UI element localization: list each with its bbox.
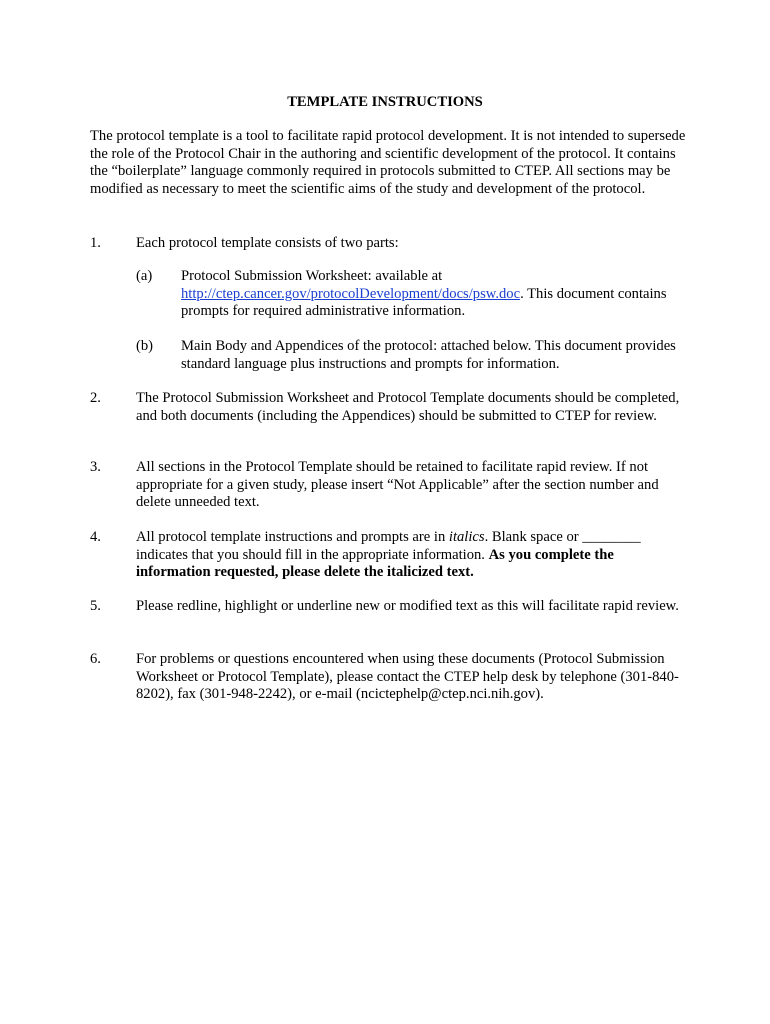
item-text: For problems or questions encountered when using these documents (Protocol Submission Worksheet or Protocol Template), please contact the CTEP help desk by telephone (301-840-8202), fax (301-948-2242), or e-mail (ncictephelp@ctep.nci.nih.gov).	[136, 651, 679, 702]
item-number: 2.	[90, 390, 101, 406]
item-text	[136, 529, 690, 582]
sub-item-letter: (b)	[136, 338, 154, 354]
sub-item-text	[181, 268, 696, 321]
item-text: All sections in the Protocol Template should be retained to facilitate rapid review. If not appropriate for a given study, please insert “Not Applicable” after the section number and delete unneeded text.	[136, 459, 659, 510]
sub-item-letter: (a)	[136, 268, 153, 284]
sub-item-text: Main Body and Appendices of the protocol: attached below. This document provides standard language plus instructions and prompts for information.	[181, 338, 676, 372]
sub-item-text-after: . This document contains prompts for required administrative information.	[181, 285, 667, 319]
item-text: The Protocol Submission Worksheet and Protocol Template documents should be completed, and both documents (including the Appendices) should be submitted to CTEP for review.	[136, 390, 680, 424]
worksheet-link[interactable]: http://ctep.cancer.gov/protocolDevelopment/docs/psw.doc	[181, 285, 521, 302]
intro-paragraph: The protocol template is a tool to facilitate rapid protocol development. It is not intended to supersede the role of the Protocol Chair in the authoring and scientific development of the protocol. It contains the “boilerplate” language commonly required in protocols submitted to CTEP. All sections may be modified as necessary to meet the scientific aims of the study and development of the protocol.	[90, 128, 686, 197]
item-text-before: All protocol template instructions and prompts are in	[136, 529, 449, 545]
page-title: TEMPLATE INSTRUCTIONS	[287, 94, 483, 110]
item-text-middle: . Blank space or ________ indicates that you should fill in the appropriate information.	[136, 529, 641, 563]
item-text: Each protocol template consists of two parts:	[136, 235, 399, 251]
sub-item-text-before: Protocol Submission Worksheet: available at	[181, 268, 443, 284]
item-number: 3.	[90, 459, 101, 475]
item-number: 5.	[90, 598, 101, 614]
item-number: 6.	[90, 651, 101, 667]
item-text: Please redline, highlight or underline new or modified text as this will facilitate rapid review.	[136, 598, 679, 614]
item-number: 1.	[90, 235, 101, 251]
item-number: 4.	[90, 529, 101, 545]
bold-instruction: As you complete the information requested, please delete the italicized text.	[136, 546, 614, 580]
italic-word: italics	[448, 529, 485, 545]
